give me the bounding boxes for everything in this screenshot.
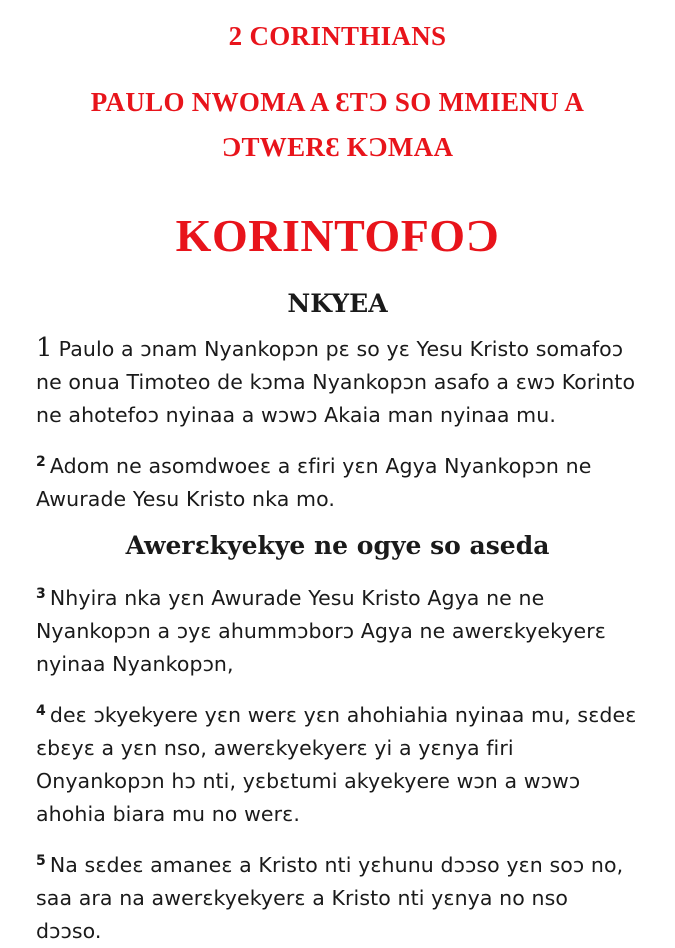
verse-number: 4 (36, 703, 46, 719)
verse-3 (36, 578, 639, 681)
section-heading: Awerɛkyekye ne ogye so aseda (125, 531, 550, 560)
verse-text: deɛ ɔkyekyere yɛn werɛ yɛn ahohiahia nyinaa mu, sɛdeɛ ɛbɛyɛ a yɛn nso, awerɛkyekyerɛ yi a yɛnya firi Onyankopɔn hɔ nti, yɛbɛtumi akyekyere wɔn a wɔwɔ ahohia biara mu no werɛ. (36, 703, 637, 826)
verse-number: 3 (36, 586, 46, 602)
verse-number: 2 (36, 454, 46, 470)
verse-text: Adom ne asomdwoeɛ a ɛfiri yɛn Agya Nyankopɔn ne Awurade Yesu Kristo nka mo. (36, 454, 592, 511)
verse-1 (36, 332, 639, 432)
verse-text: Paulo a ɔnam Nyankopɔn pɛ so yɛ Yesu Kristo somafoɔ ne onua Timoteo de kɔma Nyankopɔn asafo a ɛwɔ Korinto ne ahotefoɔ nyinaa a wɔwɔ Akaia man nyinaa mu. (36, 337, 636, 427)
verse-5 (36, 845, 639, 948)
verse-text: Na sɛdeɛ amaneɛ a Kristo nti yɛhunu dɔɔso yɛn soɔ no, saa ara na awerɛkyekyerɛ a Kristo nti yɛnya no nso dɔɔso. (36, 853, 624, 943)
verse-2 (36, 446, 639, 516)
section-heading: NKYEA (287, 289, 388, 318)
book-title: 2 CORINTHIANS (228, 21, 447, 51)
verse-number: 5 (36, 853, 46, 869)
book-subtitle: PAULO NWOMA A ƐTƆ SO MMIENU A ƆTWERƐ KƆMAA (90, 87, 585, 162)
verse-text: Nhyira nka yɛn Awurade Yesu Kristo Agya ne ne Nyankopɔn a ɔyɛ ahummɔborɔ Agya ne awerɛkyekyerɛ nyinaa Nyankopɔn, (36, 586, 606, 676)
book-main-title: KORINTOFOƆ (175, 210, 500, 261)
verse-number: 1 (36, 333, 53, 363)
verse-4 (36, 695, 639, 831)
